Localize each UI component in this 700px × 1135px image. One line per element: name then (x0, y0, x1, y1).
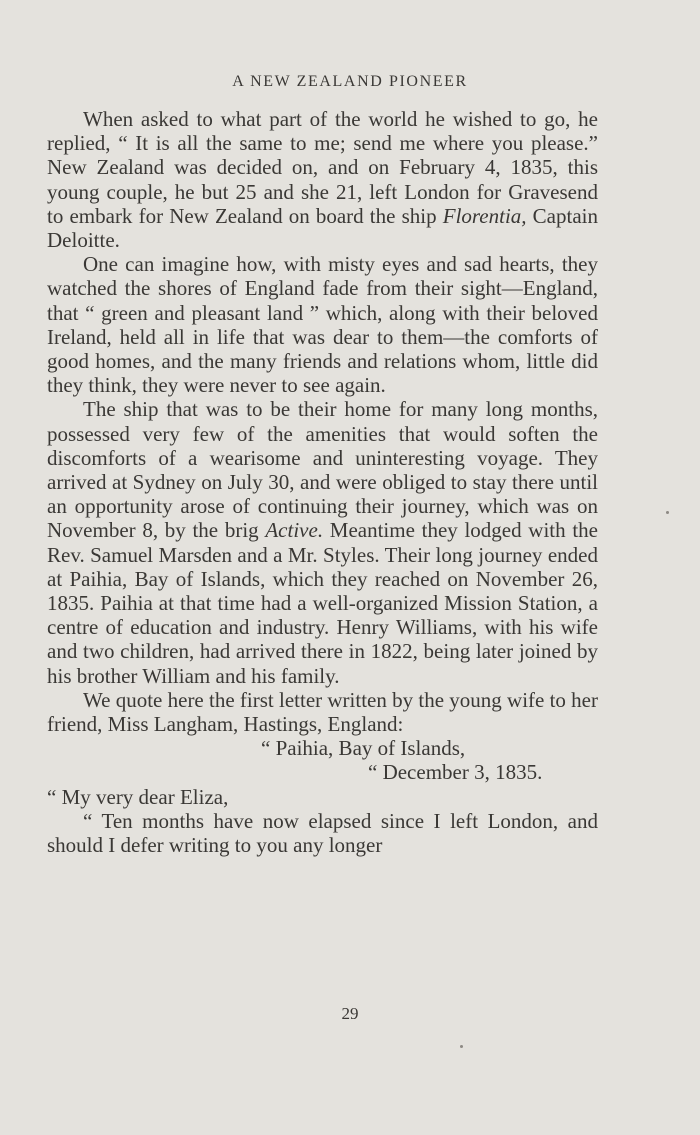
paragraph-text: When asked to what part of the world he wished to go, he replied, “ It is all the same to me; send me where you please.” New Zealand was decided on, and on February 4, 1835, this young couple, he but 25 and she 21, left London for Gravesend to embark for New Zealand on board the ship (47, 107, 598, 228)
paragraph-farewell: One can imagine how, with misty eyes and sad hearts, they watched the shores of England fade from their sight—England, that “ green and pleasant land ” which, along with their beloved Ireland, held all in life that was dear to them—the comforts of good homes, and the many friends and relations whom, little did they think, they were never to see again. (47, 252, 598, 398)
paragraph-text: Captain Deloitte. (47, 203, 598, 253)
paper-speck (460, 1045, 463, 1048)
paragraph-text: The ship that was to be their home for many long months, possessed very few of the amenities that would soften the discomforts of a wearisome and uninteresting voyage. They arrived at Sydney on July 30, and were obliged to stay there until an opportunity arose of continuing their journey, which was on November 8, by the brig (47, 397, 598, 543)
letter-place: “ Paihia, Bay of Islands, (261, 736, 466, 761)
ship-name-florentia: Florentia, (442, 203, 527, 228)
letter-opening: “ Ten months have now elapsed since I left London, and should I defer writing to you any longer (47, 808, 598, 858)
ship-name-active: Active. (265, 518, 324, 543)
page-number: 29 (341, 1004, 359, 1023)
paragraph-letter-intro: We quote here the first letter written by the young wife to her friend, Miss Langham, Hastings, England: (47, 687, 598, 737)
paper-speck (666, 511, 669, 514)
body-text (47, 107, 598, 857)
paragraph-voyage (47, 397, 598, 687)
running-head: A NEW ZEALAND PIONEER (232, 73, 468, 90)
paragraph-text: Meantime they lodged with the Rev. Samuel Marsden and a Mr. Styles. Their long journey ended at Paihia, Bay of Islands, which they reached on November 26, 1835. Paihia at that time had a well-organized Mission Station, a centre of education and industry. Henry Williams, with his wife and two children, had arrived there in 1822, being later joined by his brother William and his family. (47, 518, 598, 688)
letter-salutation: “ My very dear Eliza, (47, 784, 229, 809)
letter-date: “ December 3, 1835. (368, 760, 543, 785)
paragraph-departure (47, 107, 598, 252)
